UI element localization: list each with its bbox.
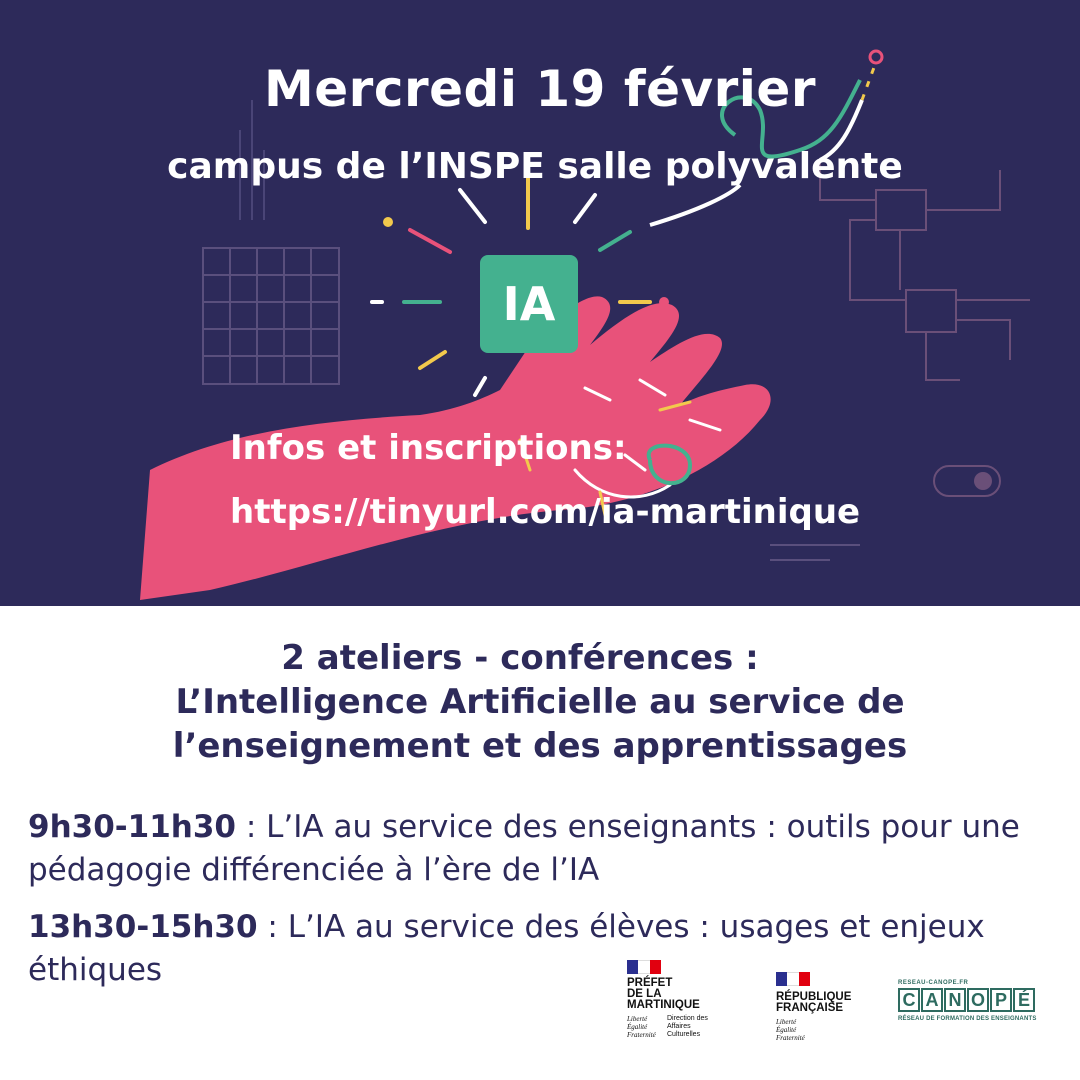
canope-logo: RESEAU-CANOPE.FR C A N O P É RÉSEAU DE FORMATION DES ENSEIGNANTS [898,980,1044,1040]
french-flag-icon [627,960,661,974]
toggle-icon [974,472,992,490]
registration-link[interactable]: https://tinyurl.com/ia-martinique [230,492,861,532]
republique-francaise-logo: RÉPUBLIQUE FRANÇAISE Liberté Égalité Fraternité [770,968,870,1048]
event-date: Mercredi 19 février [264,60,816,118]
french-flag-icon [776,972,810,986]
session-time: 9h30-11h30 [28,809,236,845]
session-time: 13h30-15h30 [28,909,258,945]
info-label: Infos et inscriptions: [230,428,627,468]
workshops-title [0,636,1080,768]
canope-wordmark: C A N O P É [898,988,1044,1012]
event-venue: campus de l’INSPE salle polyvalente [167,146,903,187]
prefet-martinique-logo: PRÉFET DE LA MARTINIQUE Liberté Égalité Fraternité Direction des Affaires Culturelles [620,958,724,1054]
ia-badge: IA [480,255,578,353]
circuit-icon [820,160,1030,496]
title-line-1: 2 ateliers - conférences : [281,638,759,678]
title-line-2: L’Intelligence Artificielle au service de [175,682,905,722]
session-description: : L’IA au service des élèves : usages et enjeux éthiques [28,909,985,988]
session-morning [28,806,1058,892]
grid-icon [203,248,339,384]
session-description: : L’IA au service des enseignants : outils pour une pédagogie différenciée à l’ère de l’IA [28,809,1020,888]
title-line-3: l’enseignement et des apprentissages [172,726,908,766]
